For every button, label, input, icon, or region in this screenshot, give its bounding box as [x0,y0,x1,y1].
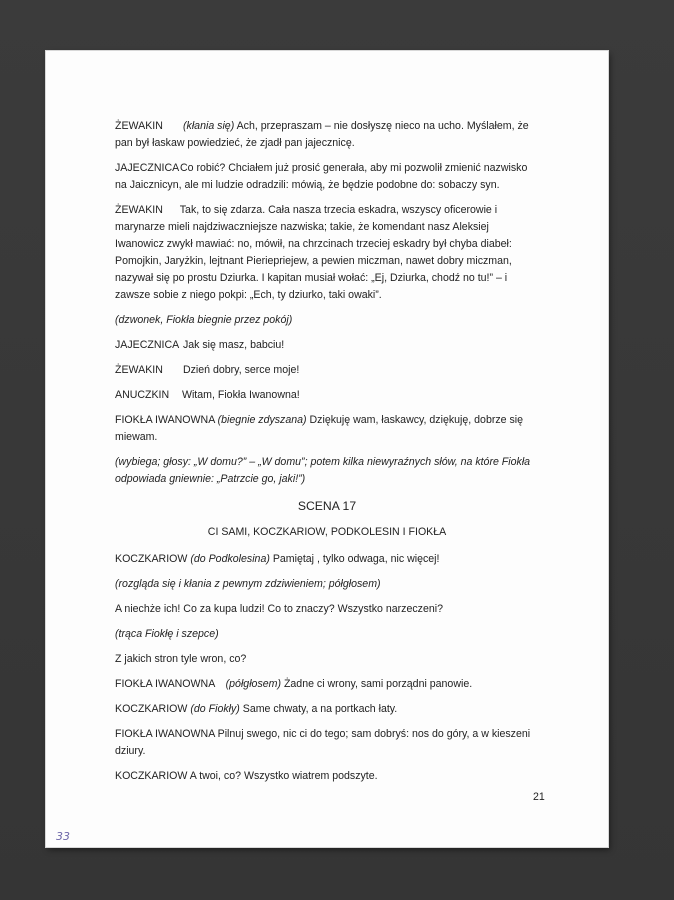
dialogue-line [115,202,539,304]
page-number: 21 [533,791,545,803]
dialogue-text: Jak się masz, babciu! [182,339,285,351]
dialogue-line [115,551,539,568]
dialogue-line [115,726,539,760]
scene-cast: CI SAMI, KOCZKARIOW, PODKOLESIN I FIOKŁA [207,526,447,538]
dialogue-line [115,412,539,446]
speaker-name: ŻEWAKIN [115,204,163,216]
dialogue-text: Pilnuj swego, nic ci do tego; sam dobryś: nos do góry, a w kieszeni dziury. [115,728,531,757]
dialogue-text: Witam, Fiokła Iwanowna! [181,389,300,401]
dialogue-line [115,160,539,194]
dialogue-text: Z jakich stron tyle wron, co? [115,653,247,665]
handwritten-page-mark: 33 [56,830,70,843]
dialogue-text: Dziękuję wam, łaskawcy, dziękuję, dobrze się miewam. [115,414,524,443]
page-content [115,118,539,793]
speaker-name: FIOKŁA IWANOWNA [115,414,215,426]
stage-direction: (półgłosem) [225,678,281,690]
dialogue-text: Same chwaty, a na portkach łaty. [242,703,398,715]
stage-direction: (do Podkolesina) [190,553,270,565]
dialogue-line [115,676,539,693]
dialogue-line [115,337,539,354]
dialogue-text: Co robić? Chciałem już prosić generała, aby mi pozwolił zmienić nazwisko na Jaicznicyn, ale mi ludzie odradzili: mówią, że będzie podobne do: sobaczy syn. [115,162,528,191]
speaker-name: KOCZKARIOW [115,703,188,715]
scene-title: SCENA 17 [297,499,357,513]
speaker-name: JAJECZNICA [115,162,180,174]
dialogue-text: A twoi, co? Wszystko wiatrem podszyte. [189,770,378,782]
speaker-name: FIOKŁA IWANOWNA [115,728,215,740]
dialogue-text: Dzień dobry, serce moje! [182,364,300,376]
dialogue-line [115,387,539,404]
stage-direction: (rozgląda się i kłania z pewnym zdziwieniem; półgłosem) [115,578,381,590]
stage-direction: (trąca Fiokłę i szepce) [115,628,219,640]
stage-direction: (biegnie zdyszana) [217,414,307,426]
dialogue-text: Żadne ci wrony, sami porządni panowie. [283,678,473,690]
dialogue-line [115,768,539,785]
dialogue-text: A niechże ich! Co za kupa ludzi! Co to znaczy? Wszystko narzeczeni? [115,603,443,615]
dialogue-line [115,362,539,379]
speaker-name: FIOKŁA IWANOWNA [115,678,215,690]
speaker-name: ANUCZKIN [115,389,170,401]
stage-direction: (wybiega; głosy: „W domu?” – „W domu”; potem kilka niewyraźnych słów, na które Fiokła odpowiada gniewnie: „Patrzcie go, jaki!”) [115,456,531,485]
stage-direction: (dzwonek, Fiokła biegnie przez pokój) [115,314,293,326]
speaker-name: ŻEWAKIN [115,120,163,132]
dialogue-text: Pamiętaj , tylko odwaga, nic więcej! [272,553,440,565]
dialogue-text: Ach, przepraszam – nie dosłyszę nieco na ucho. Myślałem, że pan był łaskaw powiedzieć, że zjadł pan jajecznicę. [115,120,529,149]
stage-direction: (do Fiokły) [190,703,240,715]
dialogue-text: Tak, to się zdarza. Cała nasza trzecia eskadra, wszyscy oficerowie i marynarze mieli najdziwaczniejsze nazwiska; takie, że komendant nasz Aleksiej Iwanowicz zwykł mawiać: no, mówił, na chrzcinach trzeciej eskadry był chyba diabeł: Pomojkin, Jaryżkin, lejtnant Pieriepriejew, a pewien miczman, nawet dobry miczman, nazywał się po prostu Dziurka. I kapitan musiał wołać: „Ej, Dziurka, chodź no tu!” – i zawsze sobie z niego pokpi: „Ech, ty dziurko, taki owaki”. [115,204,512,301]
stage-direction: (kłania się) [183,120,235,132]
speaker-name: ŻEWAKIN [115,364,163,376]
speaker-name: KOCZKARIOW [115,770,188,782]
speaker-name: JAJECZNICA [115,339,180,351]
dialogue-line [115,118,539,152]
speaker-name: KOCZKARIOW [115,553,188,565]
dialogue-line [115,701,539,718]
document-page [46,51,608,847]
